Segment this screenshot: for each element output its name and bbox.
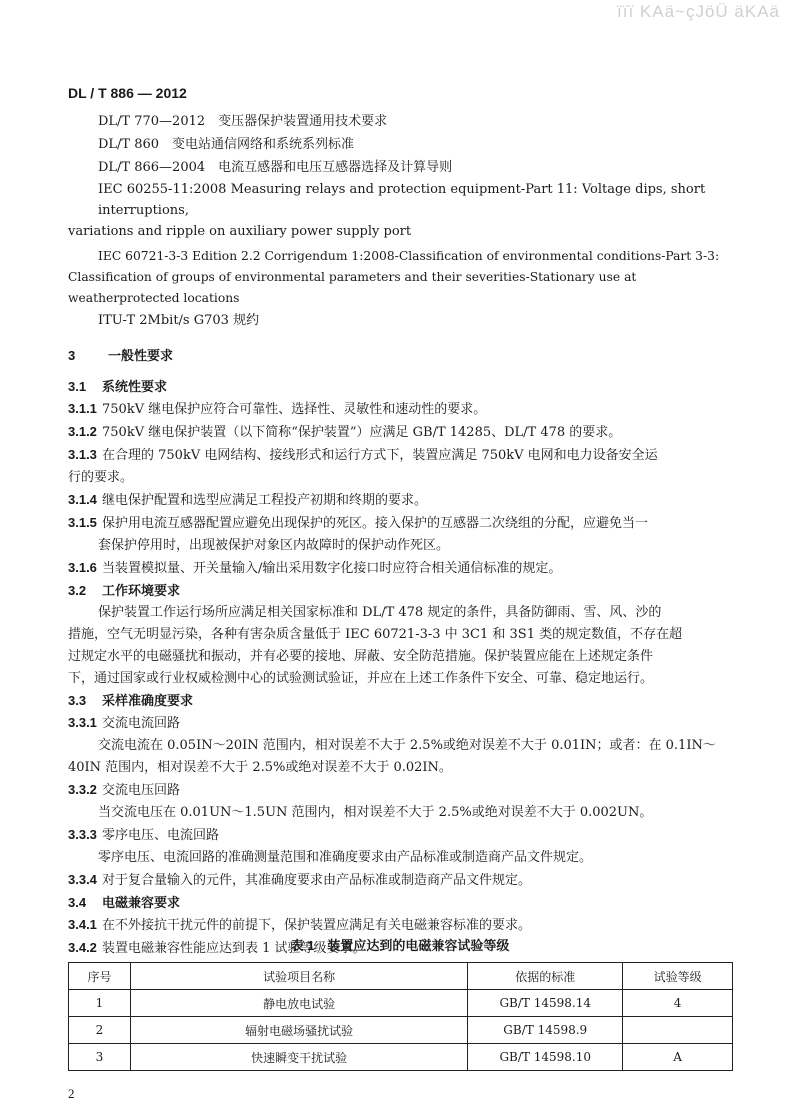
clause-item	[68, 421, 732, 444]
paragraph-line: 措施，空气无明显污染，各种有害杂质含量低于 IEC 60721-3-3 中 3C1 和 3S1 类的规定数值，不存在超	[68, 627, 683, 642]
clause-title: 交流电流回路	[102, 716, 181, 731]
clause-item	[68, 489, 732, 512]
reference-text: IEC 60255-11:2008 Measuring relays and protection equipment-Part 11: Voltage dips, short interruptions,	[98, 182, 706, 218]
clause-item	[68, 444, 732, 489]
subsection-heading	[68, 690, 732, 712]
section-title: 一般性要求	[108, 348, 174, 363]
subsection-title: 工作环境要求	[102, 583, 181, 598]
clause-text: 750kV 继电保护装置（以下简称“保护装置”）应满足 GB/T 14285、DL/T 478 的要求。	[102, 425, 622, 440]
subsection-heading	[68, 892, 732, 914]
reference-text-continued: Classification of groups of environmental parameters and their severities-Stationary use at weatherprotected locations	[68, 270, 637, 305]
clause-text: 在合理的 750kV 电网结构、接线形式和运行方式下，装置应满足 750kV 电网和电力设备安全运	[102, 448, 658, 463]
table-cell	[623, 1017, 733, 1044]
clause-title: 交流电压回路	[102, 783, 181, 798]
document-header: DL / T 886 — 2012	[68, 85, 187, 101]
clause-text-continued: 行的要求。	[68, 470, 134, 485]
table-row	[69, 1017, 733, 1044]
section-number: 3	[68, 348, 76, 363]
clause-number: 3.1.3	[68, 447, 97, 462]
reference-text: DL/T 866—2004 电流互感器和电压互感器选择及计算导则	[98, 160, 453, 175]
reference-item	[68, 156, 732, 179]
reference-text-continued: variations and ripple on auxiliary power supply port	[68, 224, 412, 239]
table-row	[69, 990, 733, 1017]
paragraph-line: 过规定水平的电磁骚扰和振动，并有必要的接地、屏蔽、安全防范措施。保护装置应能在上述规定条件	[68, 649, 654, 664]
table-caption: 表 1 装置应达到的电磁兼容试验等级	[290, 938, 510, 953]
table-cell: GB/T 14598.10	[468, 1044, 623, 1071]
subsection-title: 系统性要求	[102, 379, 168, 394]
table-cell: A	[623, 1044, 733, 1071]
table-cell: 辐射电磁场骚扰试验	[130, 1017, 467, 1044]
clause-text: 装置电磁兼容性能应达到表 1 试验等级要求。	[102, 941, 366, 956]
clause-text: 保护用电流互感器配置应避免出现保护的死区。接入保护的互感器二次绕组的分配，应避免当一	[102, 516, 649, 531]
reference-text: DL/T 770—2012 变压器保护装置通用技术要求	[98, 114, 388, 129]
page-number: 2	[68, 1086, 75, 1101]
clause-text: 750kV 继电保护应符合可靠性、选择性、灵敏性和速动性的要求。	[102, 402, 487, 417]
paragraph-line: 当交流电压在 0.01UN～1.5UN 范围内，相对误差不大于 2.5%或绝对误差不大于 0.002UN。	[98, 805, 653, 820]
clause-item	[68, 398, 732, 421]
clause-number: 3.1.2	[68, 424, 97, 439]
column-header: 试验等级	[623, 963, 733, 990]
table-header-row	[69, 963, 733, 990]
clause-heading	[68, 779, 732, 802]
table-cell: 4	[623, 990, 733, 1017]
clause-item	[68, 557, 732, 580]
document-body	[68, 110, 732, 960]
watermark-text: ïïï KAä~çJöÜ äKAä	[617, 2, 780, 21]
table-cell: GB/T 14598.14	[468, 990, 623, 1017]
reference-item	[68, 179, 732, 242]
column-header: 试验项目名称	[130, 963, 467, 990]
clause-heading	[68, 712, 732, 735]
paragraph-line: 保护装置工作运行场所应满足相关国家标准和 DL/T 478 规定的条件，具备防御雨、雪、风、沙的	[98, 605, 662, 620]
subsection-number: 3.2	[68, 583, 87, 598]
column-header: 序号	[69, 963, 131, 990]
table-cell: 静电放电试验	[130, 990, 467, 1017]
clause-item	[68, 914, 732, 937]
clause-number: 3.1.5	[68, 515, 97, 530]
subsection-title: 采样准确度要求	[102, 693, 194, 708]
reference-item	[68, 110, 732, 133]
paragraph-line: 交流电流在 0.05IN～20IN 范围内，相对误差不大于 2.5%或绝对误差不大于 0.01IN；或者：在 0.1IN～	[98, 738, 716, 753]
subsection-number: 3.3	[68, 693, 87, 708]
reference-item	[68, 246, 732, 309]
reference-text: ITU-T 2Mbit/s G703 规约	[98, 313, 260, 328]
section-heading	[68, 344, 732, 368]
clause-number: 3.3.2	[68, 782, 97, 797]
clause-number: 3.4.2	[68, 940, 97, 955]
clause-number: 3.1.1	[68, 401, 97, 416]
clause-number: 3.4.1	[68, 917, 97, 932]
table-cell: 2	[69, 1017, 131, 1044]
clause-number: 3.3.3	[68, 827, 97, 842]
subsection-heading	[68, 376, 732, 398]
clause-number: 3.1.6	[68, 560, 97, 575]
table-cell: 3	[69, 1044, 131, 1071]
clause-text-continued: 套保护停用时，出现被保护对象区内故障时的保护动作死区。	[98, 538, 450, 553]
clause-number: 3.3.4	[68, 872, 97, 887]
paragraph-line: 零序电压、电流回路的准确测量范围和准确度要求由产品标准或制造商产品文件规定。	[98, 850, 593, 865]
subsection-number: 3.4	[68, 895, 87, 910]
table-cell: 1	[69, 990, 131, 1017]
table-cell: 快速瞬变干扰试验	[130, 1044, 467, 1071]
clause-text: 在不外接抗干扰元件的前提下，保护装置应满足有关电磁兼容标准的要求。	[102, 918, 532, 933]
clause-heading	[68, 824, 732, 847]
clause-item	[68, 869, 732, 892]
emc-test-table	[68, 962, 733, 1071]
paragraph-line: 40IN 范围内，相对误差不大于 2.5%或绝对误差不大于 0.02IN。	[68, 760, 452, 775]
table-row	[69, 1044, 733, 1071]
reference-text: DL/T 860 变电站通信网络和系统系列标准	[98, 137, 355, 152]
clause-title: 零序电压、电流回路	[102, 828, 220, 843]
subsection-title: 电磁兼容要求	[102, 895, 181, 910]
clause-text: 当装置模拟量、开关量输入/输出采用数字化接口时应符合相关通信标准的规定。	[102, 561, 562, 576]
subsection-heading	[68, 580, 732, 602]
clause-number: 3.3.1	[68, 715, 97, 730]
clause-number: 3.1.4	[68, 492, 97, 507]
table-cell: GB/T 14598.9	[468, 1017, 623, 1044]
reference-text: IEC 60721-3-3 Edition 2.2 Corrigendum 1:2008-Classification of environmental conditions-Part 3-3:	[98, 249, 720, 263]
clause-item	[68, 512, 732, 557]
subsection-number: 3.1	[68, 379, 87, 394]
paragraph-line: 下，通过国家或行业权威检测中心的试验测试验证，并应在上述工作条件下安全、可靠、稳定地运行。	[68, 671, 654, 686]
clause-text: 对于复合量输入的元件，其准确度要求由产品标准或制造商产品文件规定。	[102, 873, 532, 888]
reference-item	[68, 133, 732, 156]
reference-item	[68, 309, 732, 332]
column-header: 依据的标准	[468, 963, 623, 990]
clause-text: 继电保护配置和选型应满足工程投产初期和终期的要求。	[102, 493, 428, 508]
